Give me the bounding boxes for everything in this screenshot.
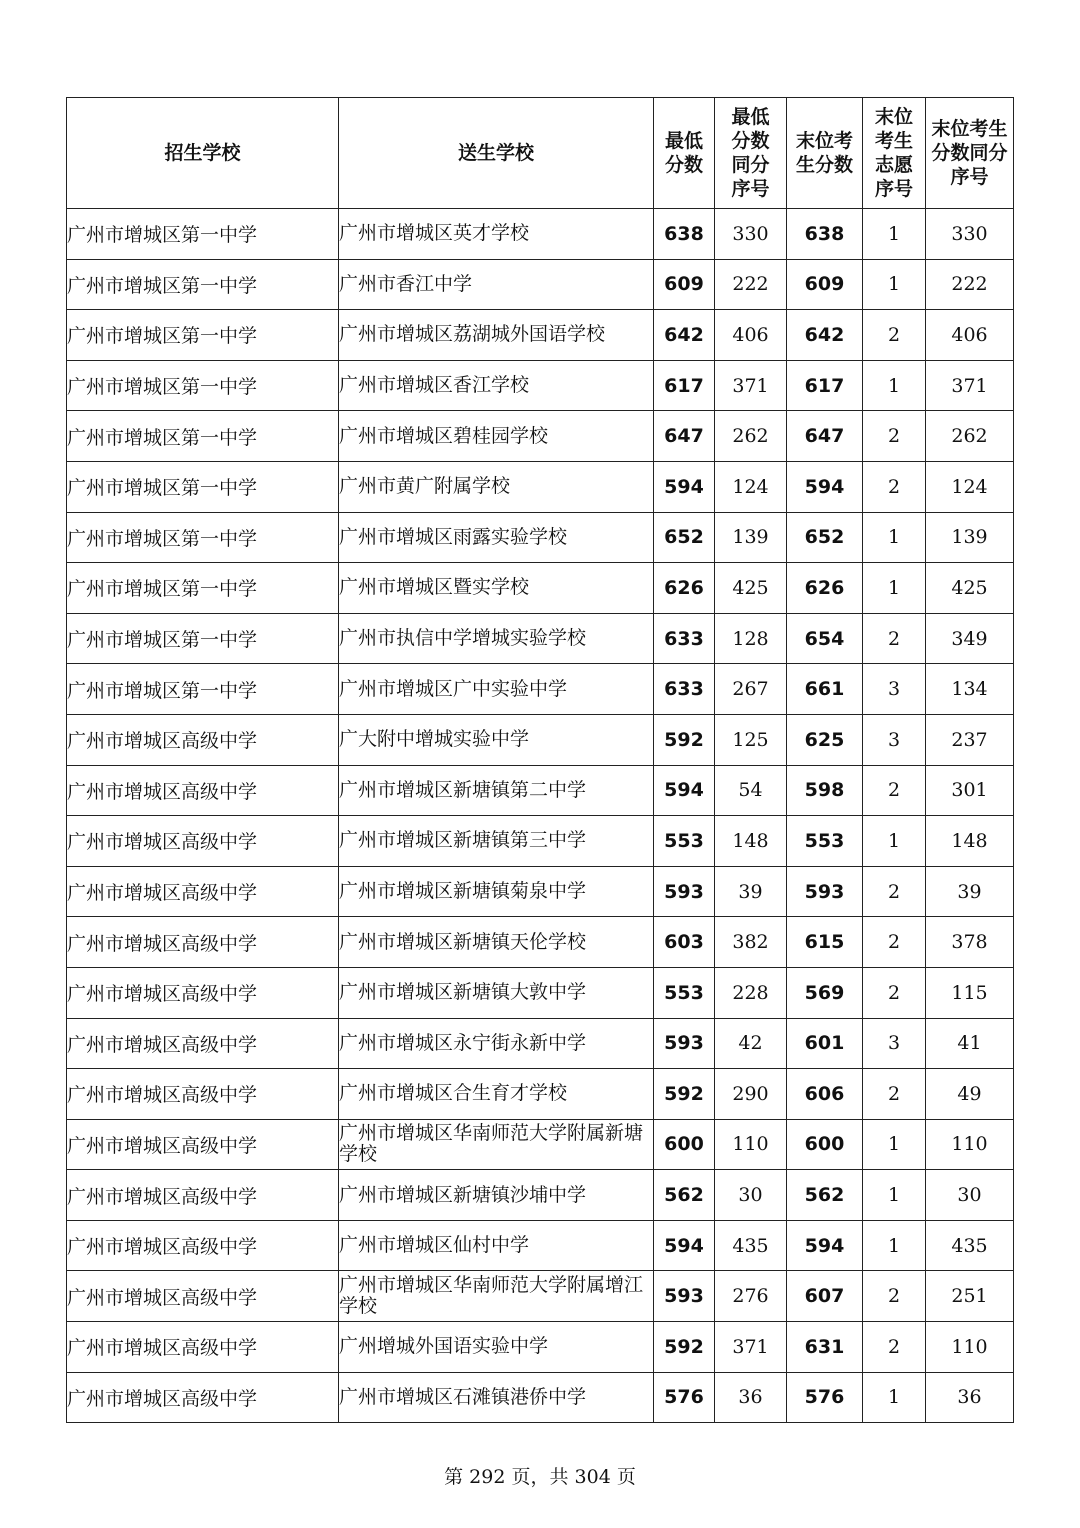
table-row: [67, 310, 1014, 361]
cell-sending-school: 广大附中增城实验中学: [339, 714, 654, 765]
cell-sending-school: 广州市增城区新塘镇菊泉中学: [339, 866, 654, 917]
cell-last-score: 638: [787, 209, 863, 260]
table-row: [67, 765, 1014, 816]
cell-last-choice: 2: [863, 967, 926, 1018]
cell-recruiting-school: 广州市增城区第一中学: [67, 411, 339, 462]
cell-recruiting-school: 广州市增城区高级中学: [67, 917, 339, 968]
cell-min-rank: 128: [715, 613, 787, 664]
cell-last-score: 576: [787, 1372, 863, 1423]
cell-last-score: 569: [787, 967, 863, 1018]
cell-last-score: 594: [787, 1220, 863, 1271]
cell-sending-school: 广州市增城区新塘镇沙埔中学: [339, 1170, 654, 1221]
header-min-score: 最低分数: [654, 98, 715, 209]
table-row: [67, 512, 1014, 563]
cell-min-score: 593: [654, 1271, 715, 1322]
cell-sending-school: 广州市增城区永宁街永新中学: [339, 1018, 654, 1069]
cell-recruiting-school: 广州市增城区高级中学: [67, 1119, 339, 1170]
cell-min-score: 553: [654, 816, 715, 867]
cell-last-score: 647: [787, 411, 863, 462]
cell-last-choice: 2: [863, 411, 926, 462]
cell-last-rank: 139: [926, 512, 1014, 563]
cell-sending-school: 广州市增城区暨实学校: [339, 563, 654, 614]
cell-last-choice: 1: [863, 1119, 926, 1170]
cell-last-score: 625: [787, 714, 863, 765]
cell-last-score: 598: [787, 765, 863, 816]
table-header: [67, 98, 1014, 209]
cell-last-rank: 262: [926, 411, 1014, 462]
cell-last-choice: 1: [863, 1372, 926, 1423]
cell-recruiting-school: 广州市增城区高级中学: [67, 967, 339, 1018]
cell-min-score: 603: [654, 917, 715, 968]
cell-last-score: 631: [787, 1322, 863, 1373]
cell-last-score: 642: [787, 310, 863, 361]
table-row: [67, 967, 1014, 1018]
cell-sending-school: 广州市增城区香江学校: [339, 360, 654, 411]
cell-last-choice: 3: [863, 664, 926, 715]
cell-recruiting-school: 广州市增城区第一中学: [67, 563, 339, 614]
cell-last-rank: 406: [926, 310, 1014, 361]
cell-sending-school: 广州市增城区新塘镇大敦中学: [339, 967, 654, 1018]
cell-recruiting-school: 广州市增城区高级中学: [67, 816, 339, 867]
cell-min-rank: 435: [715, 1220, 787, 1271]
cell-sending-school: 广州市增城区英才学校: [339, 209, 654, 260]
cell-recruiting-school: 广州市增城区第一中学: [67, 209, 339, 260]
cell-last-rank: 39: [926, 866, 1014, 917]
table-row: [67, 1372, 1014, 1423]
cell-min-rank: 262: [715, 411, 787, 462]
cell-last-choice: 2: [863, 765, 926, 816]
cell-last-choice: 2: [863, 613, 926, 664]
cell-last-score: 652: [787, 512, 863, 563]
cell-last-choice: 2: [863, 1069, 926, 1120]
cell-sending-school: 广州市增城区新塘镇第三中学: [339, 816, 654, 867]
cell-last-choice: 3: [863, 714, 926, 765]
cell-last-score: 601: [787, 1018, 863, 1069]
cell-min-score: 594: [654, 1220, 715, 1271]
cell-last-score: 654: [787, 613, 863, 664]
cell-min-rank: 330: [715, 209, 787, 260]
cell-sending-school: 广州市增城区雨露实验学校: [339, 512, 654, 563]
table-row: [67, 360, 1014, 411]
cell-min-score: 600: [654, 1119, 715, 1170]
cell-last-choice: 2: [863, 1322, 926, 1373]
cell-sending-school: 广州市增城区仙村中学: [339, 1220, 654, 1271]
cell-last-rank: 148: [926, 816, 1014, 867]
cell-min-score: 647: [654, 411, 715, 462]
cell-last-choice: 1: [863, 209, 926, 260]
cell-last-score: 615: [787, 917, 863, 968]
cell-last-rank: 36: [926, 1372, 1014, 1423]
cell-last-choice: 1: [863, 1170, 926, 1221]
cell-min-score: 592: [654, 1322, 715, 1373]
cell-last-rank: 435: [926, 1220, 1014, 1271]
cell-last-rank: 237: [926, 714, 1014, 765]
table-row: [67, 664, 1014, 715]
table-row: [67, 714, 1014, 765]
cell-last-rank: 115: [926, 967, 1014, 1018]
cell-last-rank: 330: [926, 209, 1014, 260]
cell-min-rank: 371: [715, 1322, 787, 1373]
cell-min-score: 553: [654, 967, 715, 1018]
cell-min-rank: 228: [715, 967, 787, 1018]
cell-sending-school: 广州增城外国语实验中学: [339, 1322, 654, 1373]
header-last-score: 末位考生分数: [787, 98, 863, 209]
cell-min-score: 617: [654, 360, 715, 411]
cell-last-score: 617: [787, 360, 863, 411]
table-row: [67, 259, 1014, 310]
cell-sending-school: 广州市增城区广中实验中学: [339, 664, 654, 715]
cell-last-rank: 30: [926, 1170, 1014, 1221]
cell-recruiting-school: 广州市增城区高级中学: [67, 714, 339, 765]
cell-min-score: 609: [654, 259, 715, 310]
table-row: [67, 816, 1014, 867]
cell-sending-school: 广州市增城区华南师范大学附属新塘学校: [339, 1119, 654, 1170]
table-row: [67, 1322, 1014, 1373]
cell-min-rank: 290: [715, 1069, 787, 1120]
cell-last-rank: 251: [926, 1271, 1014, 1322]
cell-min-score: 633: [654, 613, 715, 664]
cell-min-rank: 276: [715, 1271, 787, 1322]
cell-min-score: 592: [654, 714, 715, 765]
cell-last-rank: 425: [926, 563, 1014, 614]
cell-last-choice: 1: [863, 563, 926, 614]
cell-last-rank: 349: [926, 613, 1014, 664]
cell-recruiting-school: 广州市增城区第一中学: [67, 259, 339, 310]
cell-sending-school: 广州市增城区碧桂园学校: [339, 411, 654, 462]
cell-min-score: 562: [654, 1170, 715, 1221]
cell-recruiting-school: 广州市增城区第一中学: [67, 664, 339, 715]
cell-min-rank: 425: [715, 563, 787, 614]
cell-last-choice: 1: [863, 1220, 926, 1271]
cell-min-rank: 39: [715, 866, 787, 917]
table-row: [67, 411, 1014, 462]
cell-sending-school: 广州市增城区荔湖城外国语学校: [339, 310, 654, 361]
cell-min-score: 593: [654, 866, 715, 917]
cell-recruiting-school: 广州市增城区高级中学: [67, 1372, 339, 1423]
cell-min-rank: 371: [715, 360, 787, 411]
cell-min-rank: 406: [715, 310, 787, 361]
cell-min-rank: 30: [715, 1170, 787, 1221]
cell-recruiting-school: 广州市增城区高级中学: [67, 1322, 339, 1373]
cell-recruiting-school: 广州市增城区高级中学: [67, 1018, 339, 1069]
table-body: [67, 209, 1014, 1423]
cell-min-score: 633: [654, 664, 715, 715]
cell-min-score: 626: [654, 563, 715, 614]
table-row: [67, 1018, 1014, 1069]
table-row: [67, 1220, 1014, 1271]
cell-sending-school: 广州市增城区新塘镇第二中学: [339, 765, 654, 816]
cell-last-score: 661: [787, 664, 863, 715]
header-last-choice: 末位考生志愿序号: [863, 98, 926, 209]
cell-min-score: 642: [654, 310, 715, 361]
cell-min-rank: 267: [715, 664, 787, 715]
cell-last-choice: 3: [863, 1018, 926, 1069]
cell-sending-school: 广州市增城区石滩镇港侨中学: [339, 1372, 654, 1423]
cell-min-rank: 139: [715, 512, 787, 563]
cell-min-rank: 125: [715, 714, 787, 765]
cell-last-rank: 110: [926, 1322, 1014, 1373]
cell-min-score: 594: [654, 461, 715, 512]
cell-recruiting-school: 广州市增城区第一中学: [67, 310, 339, 361]
cell-recruiting-school: 广州市增城区高级中学: [67, 1271, 339, 1322]
cell-min-rank: 148: [715, 816, 787, 867]
table-row: [67, 866, 1014, 917]
cell-recruiting-school: 广州市增城区第一中学: [67, 613, 339, 664]
cell-min-score: 576: [654, 1372, 715, 1423]
cell-last-rank: 222: [926, 259, 1014, 310]
cell-last-choice: 2: [863, 866, 926, 917]
cell-last-choice: 1: [863, 259, 926, 310]
table-row: [67, 209, 1014, 260]
cell-min-score: 652: [654, 512, 715, 563]
cell-sending-school: 广州市执信中学增城实验学校: [339, 613, 654, 664]
table-row: [67, 1170, 1014, 1221]
cell-last-score: 607: [787, 1271, 863, 1322]
cell-last-rank: 371: [926, 360, 1014, 411]
header-sender: 送生学校: [339, 98, 654, 209]
table-row: [67, 461, 1014, 512]
cell-min-rank: 110: [715, 1119, 787, 1170]
cell-last-score: 606: [787, 1069, 863, 1120]
cell-sending-school: 广州市增城区华南师范大学附属增江学校: [339, 1271, 654, 1322]
table-row: [67, 917, 1014, 968]
table-row: [67, 1119, 1014, 1170]
cell-last-choice: 1: [863, 512, 926, 563]
cell-sending-school: 广州市增城区新塘镇天伦学校: [339, 917, 654, 968]
header-last-rank: 末位考生分数同分序号: [926, 98, 1014, 209]
cell-last-choice: 2: [863, 1271, 926, 1322]
cell-last-rank: 124: [926, 461, 1014, 512]
cell-last-score: 594: [787, 461, 863, 512]
cell-last-choice: 2: [863, 310, 926, 361]
cell-min-rank: 222: [715, 259, 787, 310]
cell-last-rank: 378: [926, 917, 1014, 968]
cell-last-choice: 2: [863, 917, 926, 968]
cell-recruiting-school: 广州市增城区高级中学: [67, 1170, 339, 1221]
cell-recruiting-school: 广州市增城区高级中学: [67, 1220, 339, 1271]
table-row: [67, 563, 1014, 614]
cell-last-score: 626: [787, 563, 863, 614]
cell-min-score: 593: [654, 1018, 715, 1069]
table-row: [67, 1271, 1014, 1322]
cell-last-rank: 134: [926, 664, 1014, 715]
cell-recruiting-school: 广州市增城区第一中学: [67, 512, 339, 563]
cell-sending-school: 广州市香江中学: [339, 259, 654, 310]
cell-last-score: 562: [787, 1170, 863, 1221]
cell-recruiting-school: 广州市增城区高级中学: [67, 866, 339, 917]
cell-last-score: 609: [787, 259, 863, 310]
cell-min-rank: 124: [715, 461, 787, 512]
cell-last-rank: 301: [926, 765, 1014, 816]
cell-min-rank: 382: [715, 917, 787, 968]
cell-min-rank: 36: [715, 1372, 787, 1423]
table-row: [67, 613, 1014, 664]
cell-last-rank: 41: [926, 1018, 1014, 1069]
cell-last-choice: 2: [863, 461, 926, 512]
page-number-footer: 第 292 页，共 304 页: [444, 1466, 636, 1488]
cell-min-score: 638: [654, 209, 715, 260]
cell-sending-school: 广州市增城区合生育才学校: [339, 1069, 654, 1120]
cell-last-choice: 1: [863, 816, 926, 867]
table-row: [67, 1069, 1014, 1120]
cell-recruiting-school: 广州市增城区第一中学: [67, 461, 339, 512]
cell-recruiting-school: 广州市增城区高级中学: [67, 765, 339, 816]
cell-min-score: 594: [654, 765, 715, 816]
cell-last-score: 553: [787, 816, 863, 867]
cell-min-score: 592: [654, 1069, 715, 1120]
cell-last-score: 600: [787, 1119, 863, 1170]
cell-sending-school: 广州市黄广附属学校: [339, 461, 654, 512]
admission-score-table: [66, 97, 1014, 1423]
cell-min-rank: 42: [715, 1018, 787, 1069]
cell-last-rank: 110: [926, 1119, 1014, 1170]
header-min-rank: 最低分数同分序号: [715, 98, 787, 209]
cell-recruiting-school: 广州市增城区高级中学: [67, 1069, 339, 1120]
cell-last-rank: 49: [926, 1069, 1014, 1120]
cell-min-rank: 54: [715, 765, 787, 816]
cell-last-score: 593: [787, 866, 863, 917]
header-school: 招生学校: [67, 98, 339, 209]
header-row: [67, 98, 1014, 209]
cell-recruiting-school: 广州市增城区第一中学: [67, 360, 339, 411]
cell-last-choice: 1: [863, 360, 926, 411]
